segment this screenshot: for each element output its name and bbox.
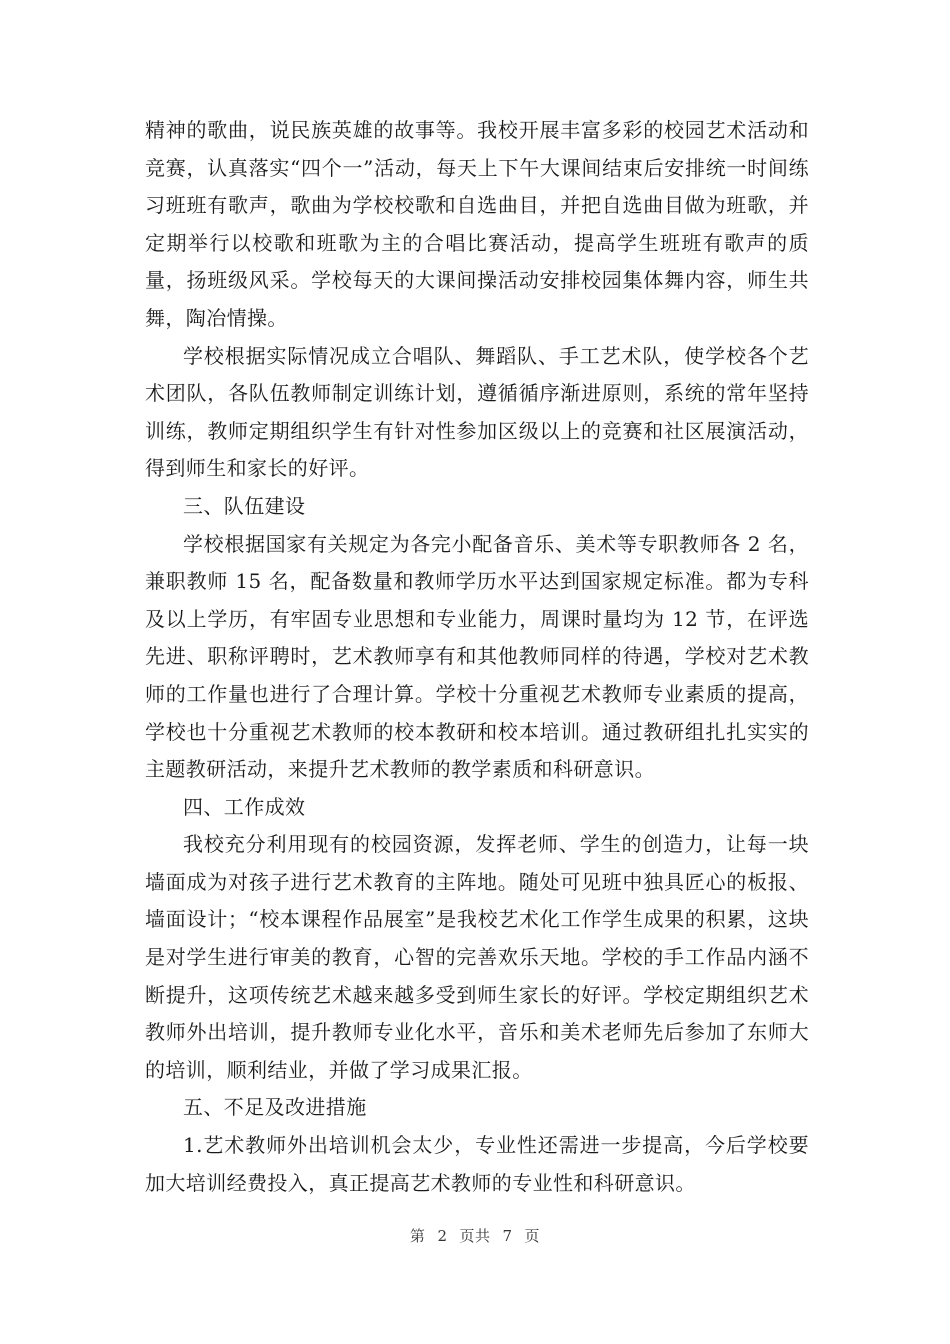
paragraph-3: 学校根据国家有关规定为各完小配备音乐、美术等专职教师各 2 名，兼职教师 15 名，配备数量和教师学历水平达到国家规定标准。都为专科及以上学历，有牢固专业思想和专业能力，周课时量均为 12 节，在评选先进、职称评聘时，艺术教师享有和其他教师同样的待遇，学校对艺术教师的工作量也进行了合理计算。学校十分重视艺术教师专业素质的提高，学校也十分重视艺术教师的校本教研和校本培训。通过教研组扎扎实实的主题教研活动，来提升艺术教师的教学素质和科研意识。 bbox=[145, 531, 809, 782]
paragraph-2: 学校根据实际情况成立合唱队、舞蹈队、手工艺术队，使学校各个艺术团队，各队伍教师制定训练计划，遵循循序渐进原则，系统的常年坚持训练，教师定期组织学生有针对性参加区级以上的竞赛和社区展演活动，得到师生和家长的好评。 bbox=[145, 343, 809, 481]
paragraph-1: 精神的歌曲，说民族英雄的故事等。我校开展丰富多彩的校园艺术活动和竞赛，认真落实“四个一”活动，每天上下午大课间结束后安排统一时间练习班班有歌声，歌曲为学校校歌和自选曲目，并把自选曲目做为班歌，并定期举行以校歌和班歌为主的合唱比赛活动，提高学生班班有歌声的质量，扬班级风采。学校每天的大课间操活动安排校园集体舞内容，师生共舞，陶冶情操。 bbox=[145, 118, 809, 330]
section-heading-4: 四、工作成效 bbox=[183, 794, 306, 819]
page-footer bbox=[0, 1225, 950, 1246]
footer-suffix: 页 bbox=[524, 1227, 541, 1245]
section-heading-5: 五、不足及改进措施 bbox=[183, 1095, 367, 1120]
footer-page-number: 2 bbox=[437, 1227, 448, 1245]
section-heading-3: 三、队伍建设 bbox=[183, 493, 306, 518]
footer-total-pages: 7 bbox=[502, 1227, 513, 1245]
document-body bbox=[145, 112, 809, 1202]
footer-prefix: 第 bbox=[409, 1227, 426, 1245]
paragraph-5: 1.艺术教师外出培训机会太少，专业性还需进一步提高，今后学校要加大培训经费投入，真正提高艺术教师的专业性和科研意识。 bbox=[145, 1133, 809, 1195]
paragraph-4: 我校充分利用现有的校园资源，发挥老师、学生的创造力，让每一块墙面成为对孩子进行艺术教育的主阵地。随处可见班中独具匠心的板报、墙面设计；“校本课程作品展室”是我校艺术化工作学生成果的积累，这块是对学生进行审美的教育，心智的完善欢乐天地。学校的手工作品内涵不断提升，这项传统艺术越来越多受到师生家长的好评。学校定期组织艺术教师外出培训，提升教师专业化水平，音乐和美术老师先后参加了东师大的培训，顺利结业，并做了学习成果汇报。 bbox=[145, 832, 809, 1082]
footer-middle: 页共 bbox=[459, 1227, 491, 1245]
